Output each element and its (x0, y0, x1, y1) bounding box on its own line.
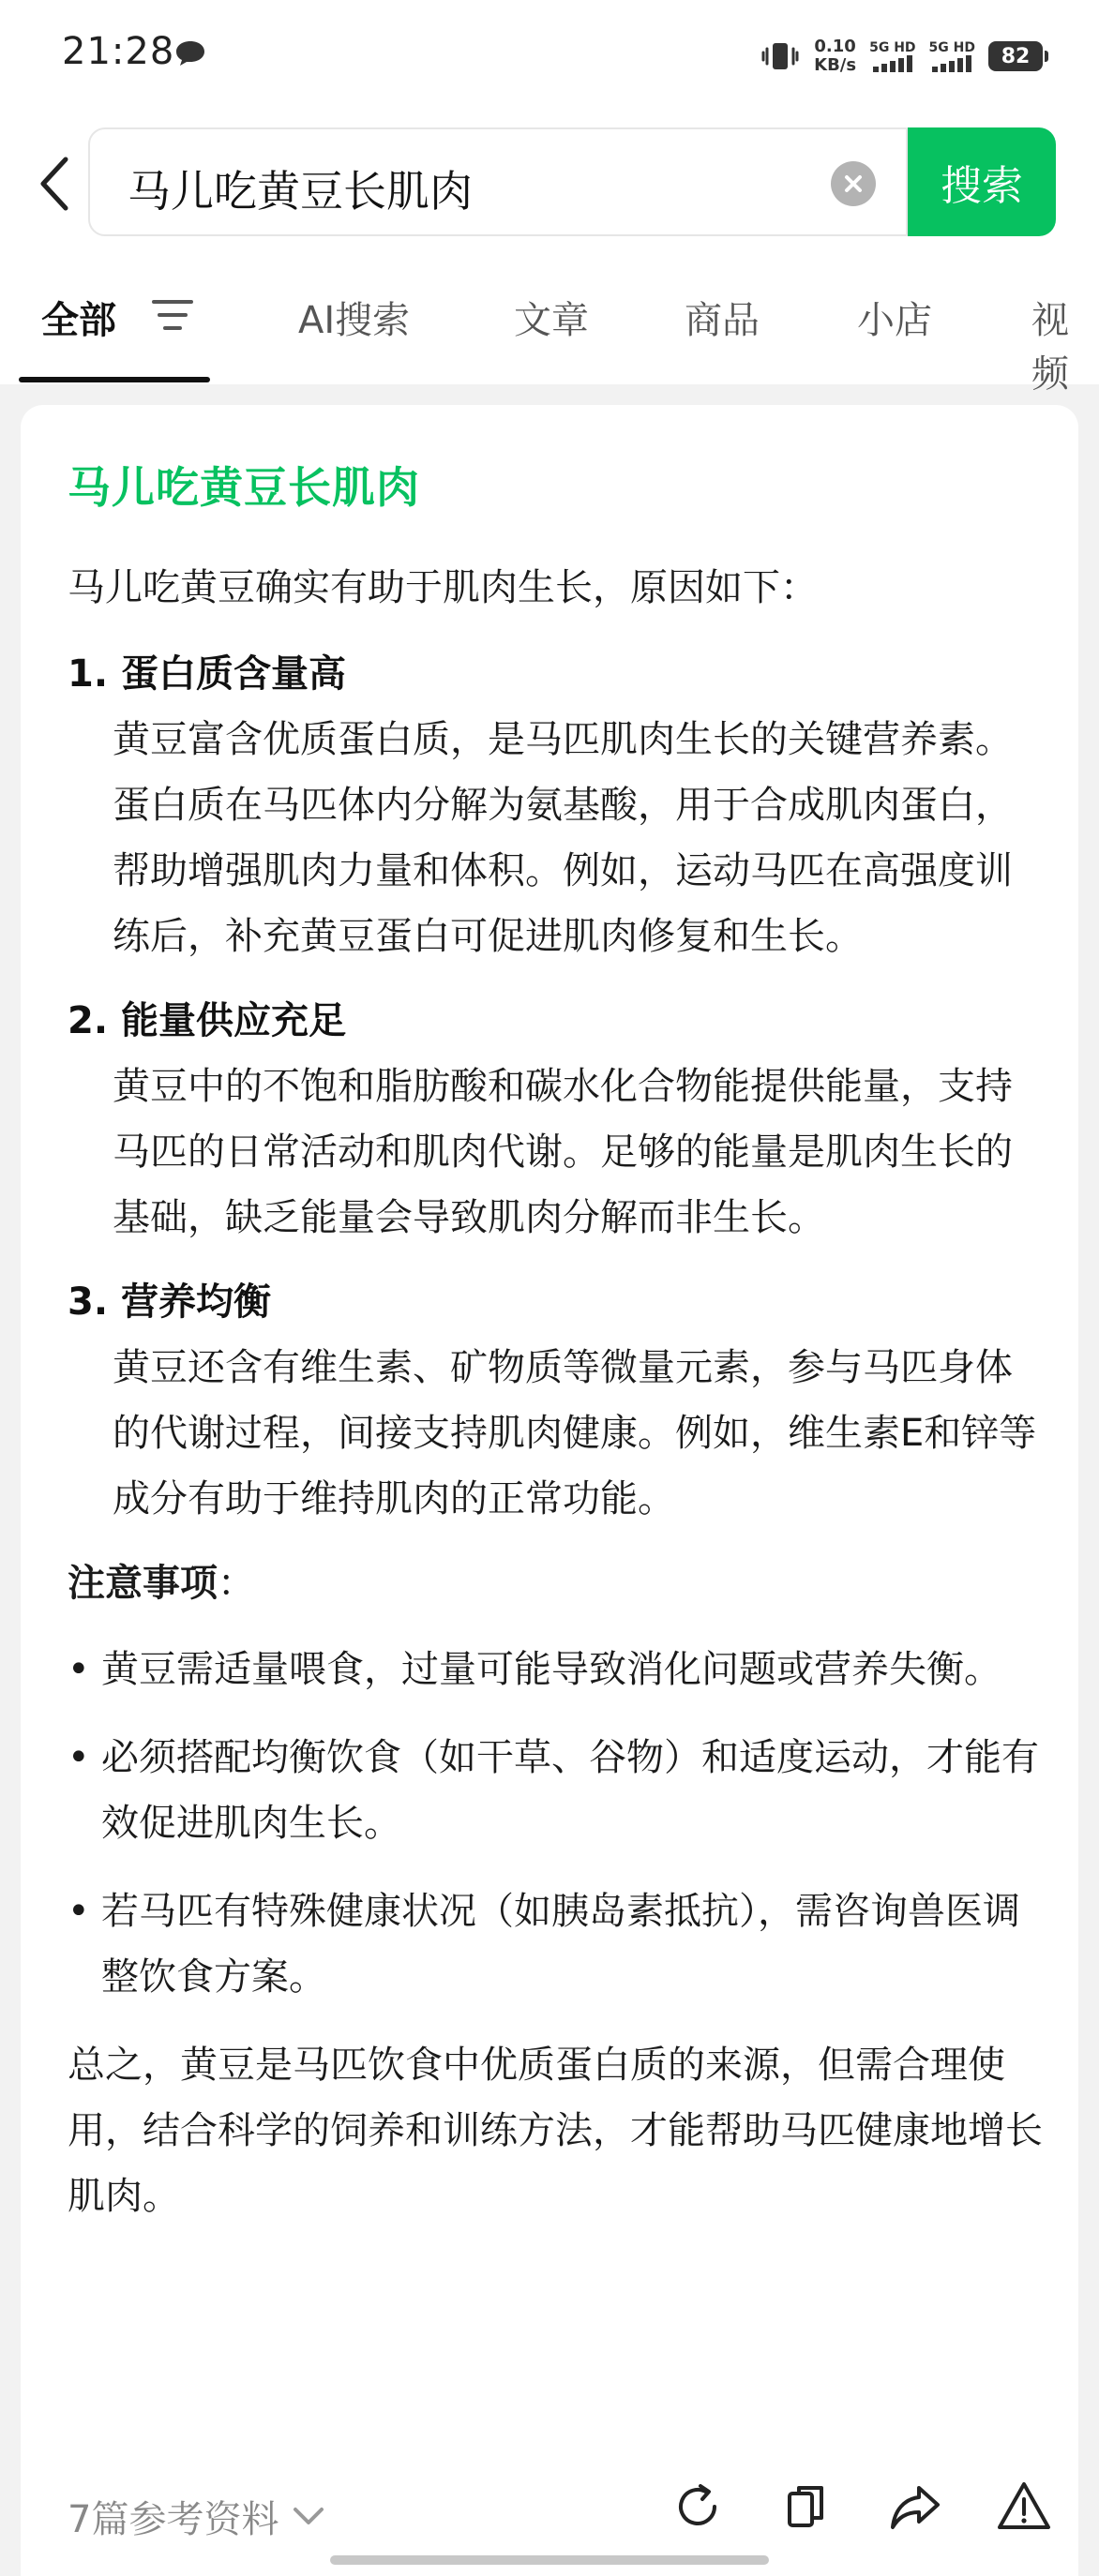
search-header (0, 112, 1099, 253)
tab-shops[interactable]: 小店 (857, 299, 932, 342)
share-icon[interactable] (887, 2479, 943, 2535)
status-indicators (760, 28, 1043, 84)
bullet-dot: • (68, 1890, 90, 1933)
notes-title: 注意事项 (68, 1562, 218, 1605)
chevron-down-icon (292, 2506, 325, 2528)
home-indicator[interactable] (330, 2555, 769, 2565)
point-heading: 2. 能量供应充足 (68, 999, 346, 1042)
net-speed-value: 0.10 (814, 37, 856, 56)
sim1-signal (869, 40, 915, 72)
clear-icon (842, 172, 865, 195)
note-item (68, 1637, 1043, 1702)
copy-icon[interactable] (778, 2479, 835, 2535)
point-item (68, 1269, 1043, 1532)
notes-colon: ： (218, 1562, 255, 1605)
point-heading: 1. 蛋白质含量高 (68, 652, 346, 696)
references-toggle[interactable] (68, 2490, 325, 2543)
tab-all[interactable]: 全部 (41, 299, 116, 342)
bullet-dot: • (68, 1648, 90, 1691)
note-item (68, 1879, 1043, 2010)
battery-icon: 82 (988, 41, 1043, 71)
sim2-label: 5G HD (928, 40, 975, 55)
back-arrow-icon (38, 156, 71, 212)
point-body: 黄豆还含有维生素、矿物质等微量元素，参与马匹身体的代谢过程，间接支持肌肉健康。例如，维生素E和锌等成分有助于维持肌肉的正常功能。 (113, 1346, 1037, 1520)
tab-articles[interactable]: 文章 (514, 299, 589, 342)
tab-ai-search[interactable]: AI搜索 (298, 299, 411, 342)
status-time: 21:28 (62, 30, 175, 73)
note-text: 必须搭配均衡饮食（如干草、谷物）和适度运动，才能有效促进肌肉生长。 (101, 1736, 1039, 1845)
clear-button[interactable] (831, 161, 876, 206)
note-text: 黄豆需适量喂食，过量可能导致消化问题或营养失衡。 (101, 1648, 1001, 1691)
point-heading: 3. 营养均衡 (68, 1281, 271, 1324)
signal-icon (932, 55, 971, 72)
tab-products[interactable]: 商品 (685, 299, 760, 342)
answer-content (68, 454, 1043, 2229)
note-text: 若马匹有特殊健康状况（如胰岛素抵抗），需咨询兽医调整饮食方案。 (101, 1890, 1020, 1999)
signal-icon (873, 55, 912, 72)
search-input[interactable] (88, 127, 908, 236)
search-button[interactable]: 搜索 (908, 127, 1056, 236)
answer-title: 马儿吃黄豆长肌肉 (68, 462, 420, 513)
tab-bar (0, 253, 1099, 396)
answer-summary: 总之，黄豆是马匹饮食中优质蛋白质的来源，但需合理使用，结合科学的饲养和训练方法，才能帮助马匹健康地增长肌肉。 (68, 2044, 1043, 2218)
sim2-signal (929, 40, 975, 72)
answer-intro: 马儿吃黄豆确实有助于肌肉生长，原因如下： (68, 566, 818, 609)
warning-icon[interactable] (996, 2479, 1052, 2535)
references-label: 7篇参考资料 (68, 2498, 279, 2541)
point-body: 黄豆富含优质蛋白质，是马匹肌肉生长的关键营养素。蛋白质在马匹体内分解为氨基酸，用于合成肌肉蛋白，帮助增强肌肉力量和体积。例如，运动马匹在高强度训练后，补充黄豆蛋白可促进肌肉修复和生长。 (113, 718, 1013, 958)
ai-answer-card (21, 405, 1078, 2576)
net-speed-unit: KB/s (814, 55, 857, 75)
bullet-dot: • (68, 1736, 90, 1779)
answer-actions (670, 2479, 1052, 2535)
search-query[interactable]: 马儿吃黄豆长肌肉 (128, 166, 473, 217)
active-tab-indicator (19, 377, 210, 382)
chat-bubble-icon (174, 39, 206, 67)
point-item (68, 641, 1043, 969)
notes-heading (68, 1550, 1043, 1616)
back-button[interactable] (28, 150, 81, 217)
status-bar (0, 0, 1099, 112)
vibrate-icon (760, 36, 801, 77)
refresh-icon[interactable] (670, 2479, 726, 2535)
point-body: 黄豆中的不饱和脂肪酸和碳水化合物能提供能量，支持马匹的日常活动和肌肉代谢。足够的能量是肌肉生长的基础，缺乏能量会导致肌肉分解而非生长。 (113, 1065, 1013, 1239)
sim1-label: 5G HD (869, 40, 916, 55)
note-item (68, 1725, 1043, 1856)
filter-icon[interactable] (152, 296, 193, 334)
tab-videos[interactable]: 视频 (1031, 299, 1069, 396)
point-item (68, 988, 1043, 1251)
net-speed (814, 37, 856, 75)
